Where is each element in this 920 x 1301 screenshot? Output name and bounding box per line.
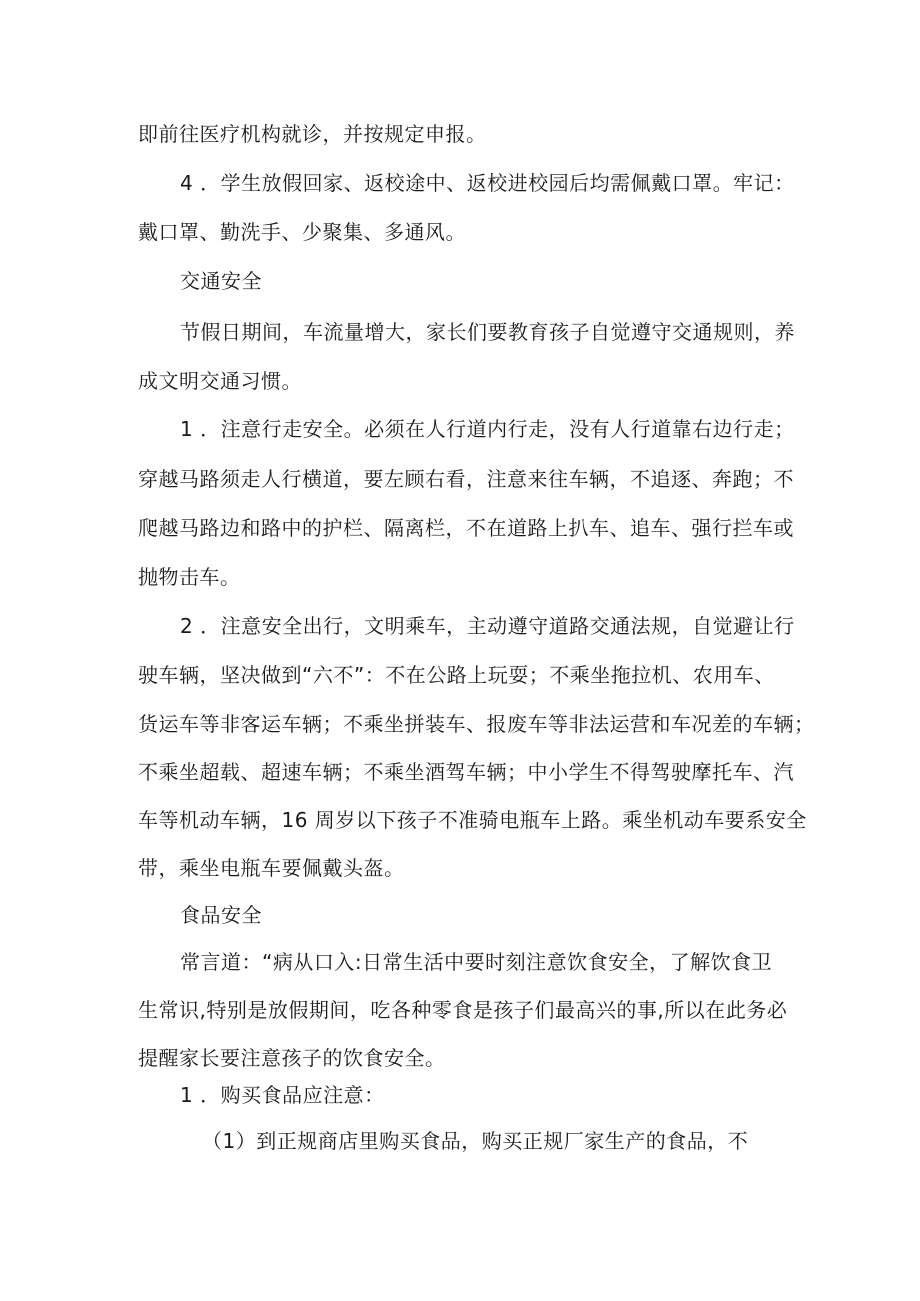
text-line: 提醒家长要注意孩子的饮食安全。 bbox=[138, 1046, 446, 1070]
text-line: 爬越马路边和路中的护栏、隔离栏，不在道路上扒车、追车、强行拦车或 bbox=[138, 516, 794, 540]
text-line: 即前往医疗机构就诊，并按规定申报。 bbox=[138, 122, 487, 146]
text-line: （1）到正规商店里购买食品，购买正规厂家生产的食品，不 bbox=[202, 1129, 749, 1153]
section-heading: 食品安全 bbox=[180, 903, 262, 927]
text-line: 不乘坐超载、超速车辆；不乘坐酒驾车辆；中小学生不得驾驶摩托车、汽 bbox=[138, 760, 794, 784]
text-line: 抛物击车。 bbox=[138, 565, 241, 589]
text-line: 戴口罩、勤洗手、少聚集、多通风。 bbox=[138, 220, 466, 244]
section-heading: 交通安全 bbox=[180, 269, 262, 293]
text-line: 1 ．注意行走安全。必须在人行道内行走，没有人行道靠右边行走； bbox=[180, 417, 795, 441]
text-line: 节假日期间，车流量增大，家长们要教育孩子自觉遵守交通规则，养 bbox=[180, 320, 795, 344]
text-line: 常言道：“病从口入:日常生活中要时刻注意饮食安全，了解饮食卫 bbox=[180, 950, 773, 974]
text-line: 车等机动车辆，16 周岁以下孩子不准骑电瓶车上路。乘坐机动车要系安全 bbox=[138, 808, 807, 832]
text-line: 货运车等非客运车辆；不乘坐拼装车、报废车等非法运营和车况差的车辆； bbox=[138, 712, 815, 736]
text-line: 驶车辆，坚决做到“六不”：不在公路上玩耍；不乘坐拖拉机、农用车、 bbox=[138, 663, 775, 687]
text-line: 1 ．购买食品应注意： bbox=[180, 1083, 385, 1107]
text-line: 2 ．注意安全出行，文明乘车，主动遵守道路交通法规，自觉避让行 bbox=[180, 614, 795, 638]
text-line: 生常识,特别是放假期间，吃各种零食是孩子们最高兴的事,所以在此务必 bbox=[138, 998, 788, 1022]
text-line: 带，乘坐电瓶车要佩戴头盔。 bbox=[138, 856, 405, 880]
text-line: 4 ．学生放假回家、返校途中、返校进校园后均需佩戴口罩。牢记： bbox=[180, 171, 795, 195]
text-line: 穿越马路须走人行横道，要左顾右看，注意来往车辆，不追逐、奔跑；不 bbox=[138, 467, 794, 491]
text-line: 成文明交通习惯。 bbox=[138, 369, 302, 393]
